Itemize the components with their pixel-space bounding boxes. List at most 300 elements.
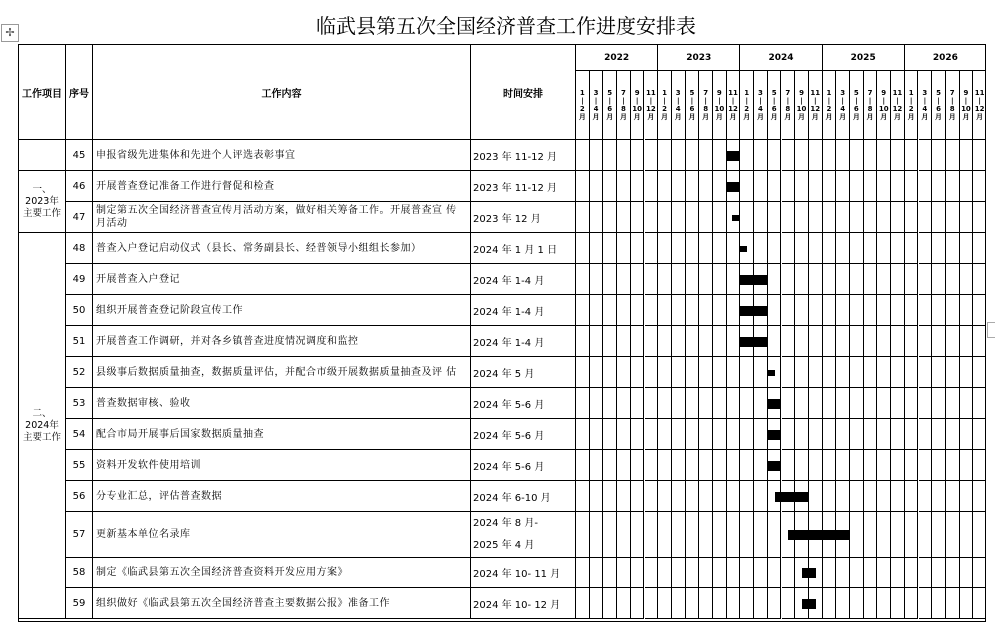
gantt-bar: [768, 370, 775, 376]
gantt-cell: [631, 481, 645, 512]
gantt-cell: [973, 326, 986, 357]
gantt-cell: [877, 450, 891, 481]
gantt-cell: [617, 326, 631, 357]
gantt-cell: [645, 481, 659, 512]
gantt-cell: [740, 512, 754, 558]
gantt-cell: [823, 233, 837, 264]
gantt-cell: [727, 357, 741, 388]
gantt-cell: [960, 140, 974, 171]
gantt-cell: [782, 357, 796, 388]
gantt-cell: [740, 357, 754, 388]
month-header: 3 | 4 月: [919, 71, 933, 140]
gantt-cell: [603, 326, 617, 357]
gantt-cell: [782, 140, 796, 171]
gantt-cell: [973, 588, 986, 619]
gantt-cell: [905, 264, 919, 295]
gantt-cell: [713, 171, 727, 202]
gantt-cell: [782, 202, 796, 233]
gantt-cell: [823, 140, 837, 171]
row-seq: 46: [66, 171, 93, 202]
gantt-cell: [576, 326, 590, 357]
gantt-cell: [754, 588, 768, 619]
gantt-cell: [809, 171, 823, 202]
gantt-cell: [603, 512, 617, 558]
gantt-cell: [727, 326, 741, 357]
gantt-cell: [960, 419, 974, 450]
gantt-cell: [658, 588, 672, 619]
gantt-cell: [617, 295, 631, 326]
gantt-cell: [754, 233, 768, 264]
gantt-cell: [836, 326, 850, 357]
gantt-bar: [732, 215, 740, 221]
gantt-cell: [836, 357, 850, 388]
gantt-cell: [891, 233, 905, 264]
gantt-cell: [740, 588, 754, 619]
year-header: 2022: [576, 45, 658, 71]
gantt-cell: [727, 388, 741, 419]
gantt-cell: [905, 202, 919, 233]
category-cell: [19, 140, 66, 171]
row-time: 2024 年 10- 12 月: [471, 588, 576, 619]
gantt-bar: [788, 530, 850, 540]
gantt-cell: [782, 388, 796, 419]
gantt-cell: [905, 233, 919, 264]
row-seq: 57: [66, 512, 93, 558]
gantt-cell: [727, 233, 741, 264]
row-content: 分专业汇总，评估普查数据: [93, 481, 471, 512]
gantt-cell: [850, 171, 864, 202]
gantt-cell: [946, 558, 960, 588]
row-content: 组织开展普查登记阶段宣传工作: [93, 295, 471, 326]
gantt-cell: [850, 202, 864, 233]
gantt-cell: [686, 450, 700, 481]
gantt-cell: [631, 450, 645, 481]
gantt-cell: [740, 388, 754, 419]
gantt-cell: [919, 481, 933, 512]
gantt-cell: [973, 171, 986, 202]
gantt-cell: [960, 588, 974, 619]
gantt-cell: [795, 202, 809, 233]
gantt-cell: [603, 588, 617, 619]
gantt-cell: [850, 233, 864, 264]
gantt-cell: [960, 481, 974, 512]
page-title: 临武县第五次全国经济普查工作进度安排表: [316, 14, 696, 38]
gantt-cell: [836, 388, 850, 419]
row-time: 2024 年 5-6 月: [471, 419, 576, 450]
gantt-cell: [891, 171, 905, 202]
row-time: 2024 年 5-6 月: [471, 388, 576, 419]
gantt-cell: [905, 450, 919, 481]
gantt-cell: [603, 171, 617, 202]
gantt-cell: [877, 481, 891, 512]
gantt-cell: [631, 264, 645, 295]
gantt-cell: [905, 171, 919, 202]
gantt-bar: [727, 151, 741, 161]
gantt-cell: [603, 140, 617, 171]
gantt-cell: [699, 326, 713, 357]
gantt-cell: [686, 264, 700, 295]
gantt-cell: [617, 264, 631, 295]
gantt-cell: [727, 419, 741, 450]
row-content: 开展普查登记准备工作进行督促和检查: [93, 171, 471, 202]
gantt-cell: [905, 419, 919, 450]
gantt-cell: [672, 481, 686, 512]
month-header: 11 | 12 月: [973, 71, 986, 140]
month-header: 3 | 4 月: [672, 71, 686, 140]
month-header: 5 | 6 月: [850, 71, 864, 140]
gantt-cell: [782, 558, 796, 588]
gantt-cell: [645, 419, 659, 450]
gantt-cell: [973, 450, 986, 481]
gantt-cell: [727, 512, 741, 558]
gantt-cell: [686, 295, 700, 326]
gantt-cell: [686, 202, 700, 233]
row-time: 2024 年 1-4 月: [471, 264, 576, 295]
gantt-cell: [617, 419, 631, 450]
gantt-cell: [645, 512, 659, 558]
month-header: 1 | 2 月: [823, 71, 837, 140]
gantt-cell: [713, 264, 727, 295]
gantt-cell: [932, 202, 946, 233]
row-seq: 55: [66, 450, 93, 481]
gantt-cell: [672, 419, 686, 450]
gantt-cell: [576, 202, 590, 233]
gantt-cell: [658, 481, 672, 512]
gantt-cell: [877, 233, 891, 264]
gantt-cell: [877, 171, 891, 202]
gantt-cell: [686, 419, 700, 450]
gantt-cell: [932, 450, 946, 481]
gantt-cell: [645, 357, 659, 388]
gantt-cell: [617, 140, 631, 171]
month-header: 9 | 10 月: [713, 71, 727, 140]
row-seq: 53: [66, 388, 93, 419]
gantt-cell: [905, 481, 919, 512]
month-header: 7 | 8 月: [864, 71, 878, 140]
month-header: 3 | 4 月: [754, 71, 768, 140]
gantt-cell: [658, 357, 672, 388]
gantt-cell: [932, 558, 946, 588]
gantt-cell: [740, 450, 754, 481]
gantt-cell: [590, 140, 604, 171]
gantt-cell: [576, 233, 590, 264]
gantt-cell: [699, 512, 713, 558]
gantt-cell: [864, 264, 878, 295]
gantt-cell: [973, 233, 986, 264]
gantt-cell: [576, 481, 590, 512]
gantt-cell: [823, 419, 837, 450]
gantt-cell: [932, 357, 946, 388]
gantt-cell: [973, 481, 986, 512]
gantt-cell: [877, 264, 891, 295]
gantt-cell: [877, 202, 891, 233]
gantt-cell: [699, 264, 713, 295]
year-header: 2025: [823, 45, 905, 71]
month-header: 1 | 2 月: [658, 71, 672, 140]
gantt-cell: [836, 233, 850, 264]
gantt-cell: [645, 202, 659, 233]
gantt-cell: [672, 588, 686, 619]
gantt-cell: [891, 388, 905, 419]
gantt-cell: [877, 388, 891, 419]
gantt-cell: [631, 588, 645, 619]
row-seq: 47: [66, 202, 93, 233]
gantt-cell: [686, 171, 700, 202]
gantt-cell: [919, 588, 933, 619]
gantt-cell: [960, 264, 974, 295]
gantt-bar: [768, 430, 782, 440]
gantt-cell: [809, 264, 823, 295]
gantt-cell: [809, 357, 823, 388]
gantt-cell: [809, 388, 823, 419]
gantt-cell: [823, 171, 837, 202]
gantt-cell: [727, 264, 741, 295]
table-move-handle-icon[interactable]: ✢: [1, 24, 19, 42]
gantt-cell: [782, 264, 796, 295]
gantt-cell: [932, 171, 946, 202]
gantt-cell: [754, 481, 768, 512]
gantt-cell: [932, 512, 946, 558]
row-content: 资料开发软件使用培训: [93, 450, 471, 481]
month-header: 5 | 6 月: [686, 71, 700, 140]
gantt-cell: [672, 202, 686, 233]
gantt-cell: [850, 388, 864, 419]
gantt-cell: [864, 419, 878, 450]
gantt-cell: [877, 295, 891, 326]
year-header: 2023: [658, 45, 740, 71]
month-header: 7 | 8 月: [946, 71, 960, 140]
gantt-cell: [590, 558, 604, 588]
month-header: 1 | 2 月: [576, 71, 590, 140]
gantt-cell: [645, 295, 659, 326]
gantt-cell: [809, 233, 823, 264]
year-header: 2026: [905, 45, 986, 71]
gantt-cell: [768, 202, 782, 233]
gantt-cell: [590, 357, 604, 388]
month-header: 5 | 6 月: [768, 71, 782, 140]
row-content: 制定第五次全国经济普查宣传月活动方案，做好相关筹备工作。开展普查宣 传月活动: [93, 202, 471, 233]
gantt-cell: [960, 295, 974, 326]
gantt-cell: [823, 295, 837, 326]
gantt-cell: [891, 202, 905, 233]
gantt-cell: [782, 233, 796, 264]
gantt-cell: [590, 326, 604, 357]
gantt-cell: [672, 295, 686, 326]
schedule-table: [18, 44, 986, 622]
gantt-cell: [740, 419, 754, 450]
gantt-cell: [713, 512, 727, 558]
gantt-cell: [973, 388, 986, 419]
row-seq: 54: [66, 419, 93, 450]
month-header: 9 | 10 月: [960, 71, 974, 140]
gantt-cell: [919, 450, 933, 481]
gantt-cell: [727, 295, 741, 326]
gantt-cell: [699, 388, 713, 419]
row-seq: 50: [66, 295, 93, 326]
gantt-cell: [809, 202, 823, 233]
row-content: 县级事后数据质量抽查，数据质量评估，并配合市级开展数据质量抽查及评 估: [93, 357, 471, 388]
gantt-cell: [645, 233, 659, 264]
gantt-cell: [699, 481, 713, 512]
gantt-cell: [740, 481, 754, 512]
gantt-cell: [919, 202, 933, 233]
gantt-cell: [973, 357, 986, 388]
gantt-cell: [672, 357, 686, 388]
gantt-cell: [877, 357, 891, 388]
gantt-cell: [631, 419, 645, 450]
gantt-cell: [672, 450, 686, 481]
gantt-cell: [590, 295, 604, 326]
gantt-cell: [795, 171, 809, 202]
gantt-cell: [590, 588, 604, 619]
gantt-cell: [713, 295, 727, 326]
gantt-cell: [631, 295, 645, 326]
gantt-cell: [795, 264, 809, 295]
gantt-cell: [960, 450, 974, 481]
gantt-cell: [740, 140, 754, 171]
gantt-cell: [672, 171, 686, 202]
gantt-cell: [713, 202, 727, 233]
gantt-cell: [617, 558, 631, 588]
row-time: 2024 年 8 月- 2025 年 4 月: [471, 512, 576, 558]
gantt-cell: [823, 264, 837, 295]
gantt-cell: [905, 588, 919, 619]
gantt-cell: [782, 588, 796, 619]
gantt-cell: [946, 450, 960, 481]
month-header: 1 | 2 月: [740, 71, 754, 140]
gantt-cell: [932, 588, 946, 619]
gantt-cell: [754, 140, 768, 171]
gantt-bar: [740, 306, 767, 316]
gantt-cell: [617, 202, 631, 233]
gantt-cell: [576, 558, 590, 588]
gantt-cell: [590, 450, 604, 481]
gantt-cell: [672, 512, 686, 558]
row-seq: 58: [66, 558, 93, 588]
gantt-cell: [932, 326, 946, 357]
row-content: 配合市局开展事后国家数据质量抽查: [93, 419, 471, 450]
gantt-cell: [631, 140, 645, 171]
gantt-cell: [576, 512, 590, 558]
gantt-cell: [576, 588, 590, 619]
gantt-cell: [946, 357, 960, 388]
gantt-cell: [699, 419, 713, 450]
gantt-cell: [686, 326, 700, 357]
gantt-cell: [782, 171, 796, 202]
gantt-cell: [617, 233, 631, 264]
gantt-cell: [809, 326, 823, 357]
gantt-cell: [658, 450, 672, 481]
gantt-cell: [603, 264, 617, 295]
gantt-cell: [672, 388, 686, 419]
header-content: 工作内容: [93, 45, 471, 140]
gantt-cell: [672, 233, 686, 264]
gantt-cell: [590, 264, 604, 295]
gantt-cell: [754, 171, 768, 202]
gantt-cell: [631, 512, 645, 558]
gantt-cell: [932, 140, 946, 171]
gantt-cell: [658, 388, 672, 419]
gantt-cell: [836, 295, 850, 326]
gantt-cell: [713, 558, 727, 588]
category-cell: 二、2024年主要工作: [19, 233, 66, 619]
gantt-cell: [836, 202, 850, 233]
gantt-bar: [768, 399, 782, 409]
gantt-cell: [699, 450, 713, 481]
resize-handle[interactable]: [987, 322, 995, 338]
gantt-cell: [617, 171, 631, 202]
gantt-cell: [713, 481, 727, 512]
gantt-cell: [864, 357, 878, 388]
gantt-cell: [877, 588, 891, 619]
gantt-cell: [809, 481, 823, 512]
gantt-cell: [658, 558, 672, 588]
gantt-cell: [850, 295, 864, 326]
gantt-cell: [973, 140, 986, 171]
gantt-cell: [795, 295, 809, 326]
gantt-cell: [891, 140, 905, 171]
row-time: 2024 年 1-4 月: [471, 326, 576, 357]
row-content: 组织做好《临武县第五次全国经济普查主要数据公报》准备工作: [93, 588, 471, 619]
gantt-cell: [836, 140, 850, 171]
gantt-cell: [973, 419, 986, 450]
gantt-cell: [960, 233, 974, 264]
gantt-cell: [631, 171, 645, 202]
gantt-cell: [946, 233, 960, 264]
month-header: 9 | 10 月: [795, 71, 809, 140]
gantt-cell: [891, 295, 905, 326]
row-content: 开展普查工作调研，并对各乡镇普查进度情况调度和监控: [93, 326, 471, 357]
gantt-cell: [864, 295, 878, 326]
gantt-cell: [836, 588, 850, 619]
gantt-cell: [699, 140, 713, 171]
gantt-cell: [864, 388, 878, 419]
gantt-cell: [713, 588, 727, 619]
gantt-cell: [919, 326, 933, 357]
gantt-cell: [946, 419, 960, 450]
gantt-cell: [645, 326, 659, 357]
gantt-cell: [754, 558, 768, 588]
gantt-cell: [658, 326, 672, 357]
gantt-cell: [754, 388, 768, 419]
gantt-cell: [864, 171, 878, 202]
gantt-cell: [877, 558, 891, 588]
gantt-cell: [932, 295, 946, 326]
row-seq: 49: [66, 264, 93, 295]
gantt-cell: [864, 512, 878, 558]
gantt-cell: [960, 171, 974, 202]
gantt-cell: [686, 588, 700, 619]
row-seq: 52: [66, 357, 93, 388]
gantt-cell: [809, 295, 823, 326]
gantt-cell: [946, 140, 960, 171]
gantt-cell: [864, 558, 878, 588]
gantt-cell: [960, 202, 974, 233]
gantt-cell: [864, 481, 878, 512]
gantt-cell: [850, 264, 864, 295]
gantt-cell: [782, 450, 796, 481]
gantt-cell: [823, 588, 837, 619]
row-seq: 48: [66, 233, 93, 264]
gantt-cell: [603, 202, 617, 233]
gantt-cell: [891, 264, 905, 295]
gantt-cell: [727, 450, 741, 481]
gantt-cell: [658, 202, 672, 233]
gantt-cell: [973, 264, 986, 295]
gantt-cell: [905, 558, 919, 588]
gantt-cell: [864, 233, 878, 264]
row-time: 2024 年 10- 11 月: [471, 558, 576, 588]
